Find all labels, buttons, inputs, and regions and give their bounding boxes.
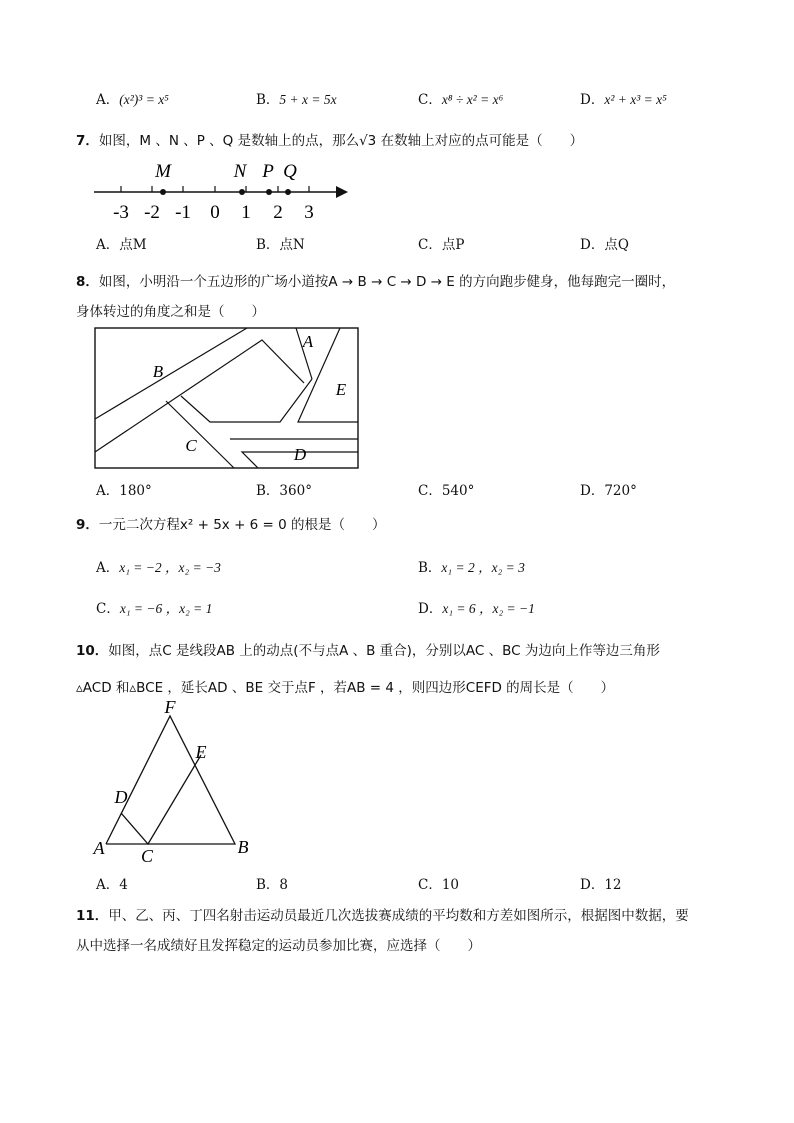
- triangle-figure: [88, 698, 258, 868]
- q7-option-c: [418, 233, 464, 253]
- option-text: 点N: [279, 237, 305, 253]
- q7-option-b: [256, 233, 305, 253]
- option-label: A．: [96, 560, 120, 576]
- option-text: 360°: [279, 483, 312, 499]
- q9-option-b: [418, 556, 525, 576]
- option-label: B．: [418, 560, 442, 576]
- figure-frame: [95, 328, 358, 468]
- option-label: A．: [96, 877, 120, 893]
- option-text: 180°: [119, 483, 152, 499]
- question-number: 9．: [76, 517, 99, 533]
- option-label: C．: [418, 92, 442, 108]
- q6-option-d: [580, 88, 667, 108]
- label-a: A: [302, 332, 314, 351]
- q11-stem-line2: [76, 934, 481, 954]
- option-label: D．: [580, 483, 605, 499]
- question-text: 如图，点C 是线段AB 上的动点(不与点A 、B 重合)，分别以AC 、BC 为边向上作等边三角形: [108, 643, 660, 659]
- label-f: F: [164, 698, 176, 717]
- q8-option-b: [256, 479, 312, 499]
- option-text: 720°: [604, 483, 637, 499]
- axis-arrow-icon: [336, 186, 348, 198]
- label-q: Q: [283, 161, 297, 182]
- q10-stem-line1: [76, 639, 660, 659]
- option-label: A．: [96, 92, 120, 108]
- label-e: E: [335, 380, 347, 399]
- point-q: [285, 189, 291, 195]
- option-label: B．: [256, 877, 280, 893]
- option-expr: 5 + x = 5x: [279, 92, 337, 107]
- number-line-figure: [86, 152, 356, 228]
- option-label: D．: [580, 877, 605, 893]
- q8-option-d: [580, 479, 637, 499]
- point-m: [160, 189, 166, 195]
- option-text: 10: [441, 877, 460, 893]
- label-m: M: [155, 161, 171, 182]
- label-a: A: [93, 838, 105, 858]
- axis-ticks: [121, 186, 309, 192]
- tick-label: -1: [175, 202, 191, 223]
- option-label: A．: [96, 237, 120, 253]
- option-expr: x⁸ ÷ x² = x⁶: [441, 92, 504, 107]
- tick-label: 0: [210, 202, 220, 223]
- question-text: 如图，M 、N 、P 、Q 是数轴上的点，那么√3 在数轴上对应的点可能是（ ）: [98, 133, 584, 149]
- label-n: N: [233, 161, 247, 182]
- q9-stem: [76, 513, 386, 533]
- option-expr: x² + x³ = x⁵: [604, 92, 667, 107]
- option-text: 4: [119, 877, 128, 893]
- label-p: P: [262, 161, 274, 182]
- q10-option-a: [96, 873, 128, 893]
- tick-label: 3: [304, 202, 314, 223]
- triangle-lines: [106, 716, 235, 844]
- question-text: 如图，小明沿一个五边形的广场小道按A → B → C → D → E 的方向跑步健身，他每跑完一圈时，: [98, 274, 676, 290]
- option-label: C．: [418, 237, 442, 253]
- q10-option-d: [580, 873, 622, 893]
- option-text: 12: [604, 877, 622, 893]
- option-text: x₁ = 6 ，x₂ = −1: [442, 601, 535, 616]
- option-label: A．: [96, 483, 120, 499]
- q8-option-c: [418, 479, 474, 499]
- q9-option-c: [96, 597, 212, 617]
- option-label: D．: [418, 601, 443, 617]
- q6-option-a: [96, 88, 169, 108]
- option-label: C．: [418, 483, 442, 499]
- q7-option-d: [580, 233, 629, 253]
- point-n: [239, 189, 245, 195]
- q8-option-a: [96, 479, 152, 499]
- q10-option-b: [256, 873, 288, 893]
- point-p: [266, 189, 272, 195]
- q6-option-b: [256, 88, 337, 108]
- tick-label: -2: [144, 202, 160, 223]
- question-text: 从中选择一名成绩好且发挥稳定的运动员参加比赛，应选择（ ）: [76, 938, 481, 954]
- option-text: 8: [279, 877, 289, 893]
- option-label: B．: [256, 237, 280, 253]
- q10-option-c: [418, 873, 459, 893]
- label-d: D: [293, 445, 307, 464]
- label-c: C: [140, 846, 154, 866]
- q8-stem-line1: [76, 270, 675, 290]
- label-b: B: [152, 362, 164, 381]
- option-label: D．: [580, 237, 605, 253]
- q10-stem-line2: [76, 676, 614, 696]
- tick-label: 2: [273, 202, 283, 223]
- label-c: C: [185, 436, 197, 455]
- question-number: 8．: [76, 274, 99, 290]
- q11-stem-line1: [76, 904, 689, 924]
- option-text: x₁ = 2 ，x₂ = 3: [441, 560, 525, 575]
- q7-option-a: [96, 233, 147, 253]
- option-text: x₁ = −6 ，x₂ = 1: [119, 601, 213, 616]
- q6-option-c: [418, 88, 503, 108]
- option-text: 点M: [119, 237, 147, 253]
- label-b: B: [237, 837, 249, 857]
- option-label: C．: [418, 877, 442, 893]
- question-text: 一元二次方程x² + 5x + 6 = 0 的根是（ ）: [98, 517, 386, 533]
- question-text: 身体转过的角度之和是（ ）: [76, 304, 265, 320]
- question-number: 7．: [76, 133, 99, 149]
- option-label: B．: [256, 92, 280, 108]
- label-e: E: [195, 742, 207, 762]
- option-text: 点Q: [604, 237, 629, 253]
- option-label: C．: [96, 601, 120, 617]
- question-number: 11．: [76, 908, 109, 924]
- path-lines: [95, 328, 358, 468]
- q8-stem-line2: [76, 300, 265, 320]
- q7-stem: [76, 129, 583, 149]
- tick-label: -3: [113, 202, 129, 223]
- q9-option-d: [418, 597, 535, 617]
- option-text: 点P: [441, 237, 465, 253]
- option-label: D．: [580, 92, 605, 108]
- question-number: 10．: [76, 643, 109, 659]
- question-text: 甲、乙、丙、丁四名射击运动员最近几次选拔赛成绩的平均数和方差如图所示，根据图中数据，要: [108, 908, 689, 924]
- pentagon-square-figure: [94, 327, 360, 469]
- q9-option-a: [96, 556, 221, 576]
- option-text: 540°: [441, 483, 475, 499]
- option-expr: (x²)³ = x⁵: [119, 92, 169, 107]
- label-d: D: [114, 787, 128, 807]
- option-label: B．: [256, 483, 280, 499]
- option-text: x₁ = −2 ，x₂ = −3: [119, 560, 221, 575]
- question-text: ▵ACD 和▵BCE ，延长AD 、BE 交于点F ，若AB = 4 ，则四边形CEFD 的周长是（ ）: [76, 680, 615, 696]
- tick-label: 1: [241, 202, 251, 223]
